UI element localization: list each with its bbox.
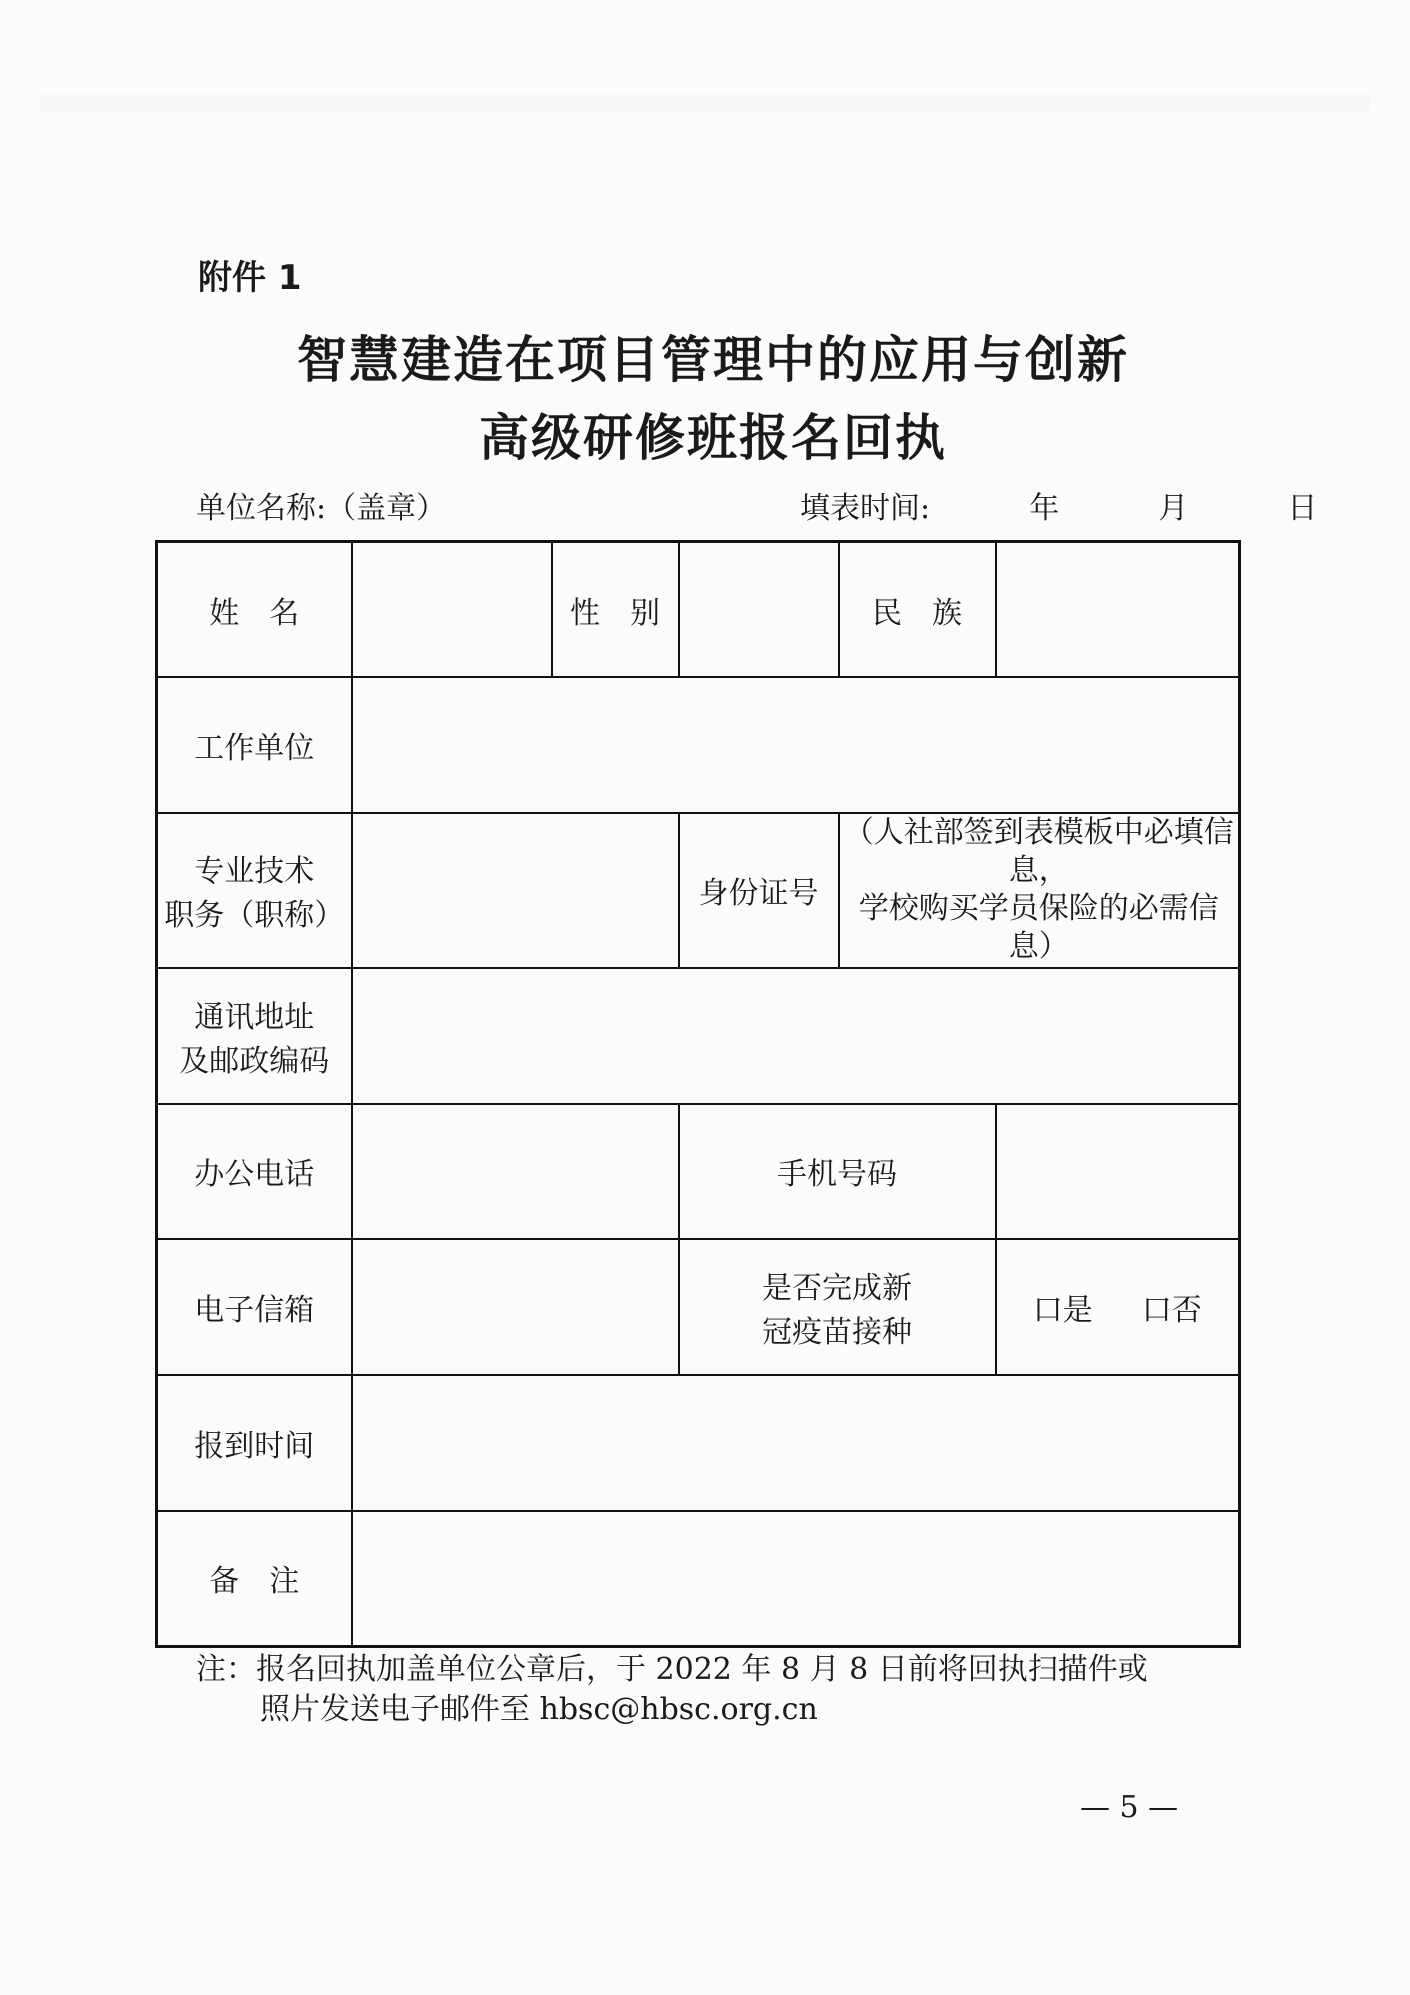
id-number-label: 身份证号	[679, 813, 839, 968]
mobile-field[interactable]	[996, 1104, 1240, 1240]
ethnicity-field[interactable]	[996, 542, 1240, 678]
attachment-label: 附件 1	[198, 258, 302, 298]
remarks-label: 备 注	[157, 1511, 352, 1647]
document-title-line1: 智慧建造在项目管理中的应用与创新	[297, 331, 1129, 389]
arrival-time-label: 报到时间	[157, 1375, 352, 1511]
office-phone-field[interactable]	[352, 1104, 679, 1240]
vaccine-options	[996, 1239, 1240, 1375]
vaccine-yes-checkbox[interactable]: 口是	[1032, 1293, 1093, 1329]
gender-label: 性 别	[552, 542, 679, 678]
address-label	[157, 968, 352, 1104]
document-title-line2: 高级研修班报名回执	[479, 409, 947, 467]
address-line1: 通讯地址	[194, 999, 315, 1035]
mobile-label: 手机号码	[679, 1104, 996, 1240]
address-field[interactable]	[352, 968, 1240, 1104]
footer-note-line2: 照片发送电子邮件至 hbsc@hbsc.org.cn	[260, 1692, 818, 1727]
name-label: 姓 名	[157, 542, 352, 678]
gender-field[interactable]	[679, 542, 839, 678]
day-label: 日	[1287, 491, 1318, 526]
address-line2: 及邮政编码	[179, 1043, 330, 1079]
scan-artifact	[40, 95, 1370, 113]
vaccine-no-checkbox[interactable]: 口否	[1141, 1293, 1202, 1329]
id-note-line2: 学校购买学员保险的必需信息）	[858, 891, 1219, 965]
work-unit-field[interactable]	[352, 677, 1240, 813]
office-phone-label: 办公电话	[157, 1104, 352, 1240]
footer-note	[196, 1650, 1148, 1730]
id-note-line1: （人社部签到表模板中必填信息，	[843, 815, 1234, 889]
arrival-time-field[interactable]	[352, 1375, 1240, 1511]
professional-title-line2: 职务（职称）	[164, 898, 345, 934]
email-field[interactable]	[352, 1239, 679, 1375]
ethnicity-label: 民 族	[839, 542, 996, 678]
page-number: — 5 —	[1080, 1790, 1179, 1825]
id-number-field[interactable]	[839, 813, 1240, 968]
email-label: 电子信箱	[157, 1239, 352, 1375]
footer-note-line1: 注：报名回执加盖单位公章后，于 2022 年 8 月 8 日前将回执扫描件或	[196, 1652, 1148, 1687]
fill-date	[800, 483, 1317, 527]
registration-form-table	[155, 540, 1241, 1648]
remarks-field[interactable]	[352, 1511, 1240, 1647]
fill-date-label: 填表时间:	[800, 491, 931, 526]
unit-name-label: 单位名称:（盖章）	[196, 491, 447, 526]
professional-title-label	[157, 813, 352, 968]
month-label: 月	[1158, 491, 1189, 526]
vaccine-label	[679, 1239, 996, 1375]
name-field[interactable]	[352, 542, 552, 678]
professional-title-field[interactable]	[352, 813, 679, 968]
vaccine-line2: 冠疫苗接种	[762, 1315, 912, 1351]
work-unit-label: 工作单位	[157, 677, 352, 813]
professional-title-line1: 专业技术	[194, 854, 315, 890]
vaccine-line1: 是否完成新	[762, 1271, 912, 1307]
year-label: 年	[1029, 491, 1060, 526]
